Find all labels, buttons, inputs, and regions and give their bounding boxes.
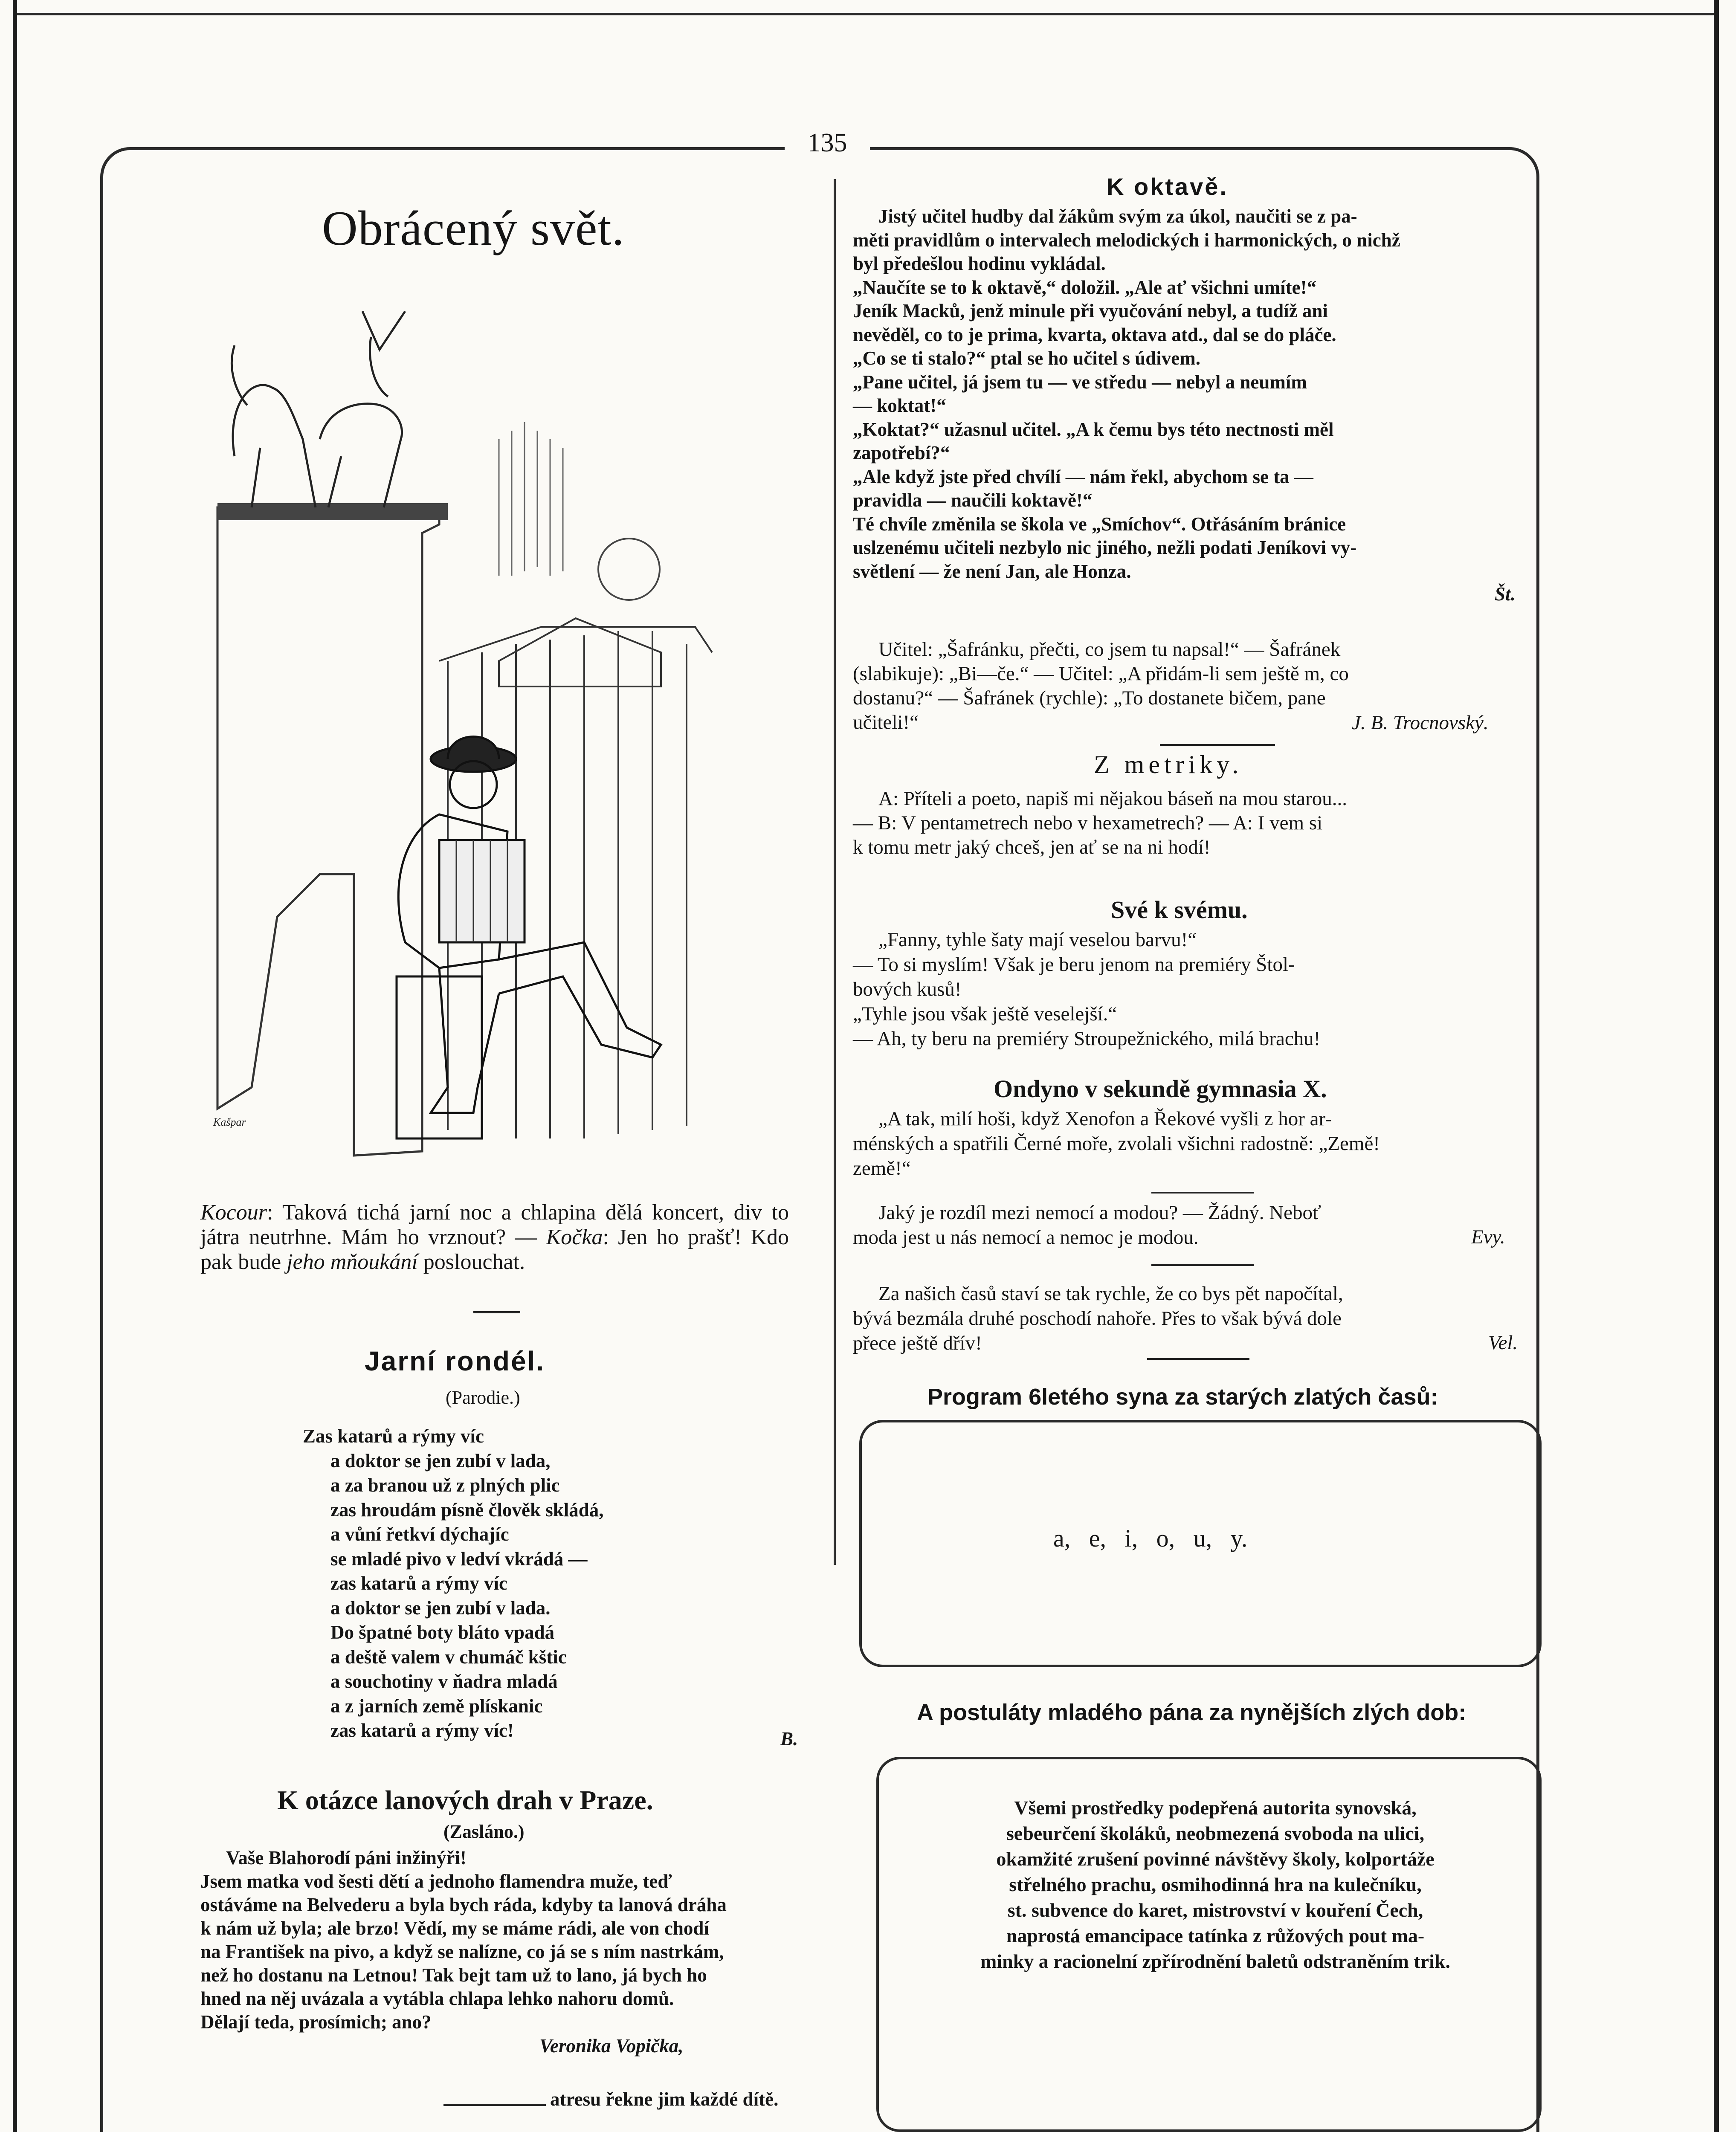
ondyno-text bbox=[853, 1107, 1518, 1181]
svemu-line: — To si myslím! Však je beru jenom na premiéry Štol- bbox=[853, 953, 1295, 976]
svemu-line: — Ah, ty beru na premiéry Stroupežnického, milá brachu! bbox=[853, 1028, 1321, 1050]
postulaty-title: A postuláty mladého pána za nynějších zlých dob: bbox=[917, 1700, 1466, 1725]
postulaty-line: naprostá emancipace tatínka z růžových pout ma- bbox=[1006, 1925, 1425, 1947]
page-edge-top bbox=[17, 13, 1714, 15]
moda-line: Jaký je rozdíl mezi nemocí a modou? — Žádný. Neboť bbox=[878, 1202, 1322, 1224]
lanovka-letter bbox=[200, 1846, 823, 2034]
rule-1 bbox=[1160, 744, 1275, 746]
oktava-line: Té chvíle změnila se škola ve „Smíchov“. Otřásáním bránice bbox=[853, 513, 1346, 535]
lanovka-line: Vaše Blahorodí páni inžinýři! bbox=[226, 1847, 467, 1868]
caption-speaker: Kocour bbox=[200, 1200, 267, 1225]
cat-right bbox=[320, 311, 405, 507]
safranek-line: dostanu?“ — Šafránek (rychle): „To dostanete bičem, pane bbox=[853, 687, 1326, 709]
lanovka-line: než ho dostanu na Letnou! Tak bejt tam už to lano, já bych ho bbox=[200, 1964, 707, 1986]
ondyno-line: „A tak, milí hoši, když Xenofon a Řekové vyšli z hor ar- bbox=[878, 1108, 1332, 1130]
oktava-line: Jeník Macků, jenž minule při vyučování nebyl, a tudíž ani bbox=[853, 300, 1328, 322]
page-edge-left bbox=[13, 0, 17, 2132]
rondel-line: a vůní řetkví dýchajíc bbox=[330, 1524, 509, 1545]
divider-rule bbox=[473, 1311, 520, 1313]
oktava-line: „Pane učitel, já jsem tu — ve středu — nebyl a neumím bbox=[853, 371, 1307, 393]
oktava-line: nevěděl, co to je prima, kvarta, oktava atd., dal se do pláče. bbox=[853, 324, 1336, 345]
program-content: a, e, i, o, u, y. bbox=[1053, 1524, 1248, 1552]
safranek-line: (slabikuje): „Bi—če.“ — Učitel: „A přidám-li sem ještě m, co bbox=[853, 663, 1349, 685]
lanovka-signature: Veronika Vopička, bbox=[539, 2035, 684, 2057]
postulaty-line: okamžité zrušení povinné návštěvy školy, kolportáže bbox=[996, 1848, 1435, 1870]
lanovka-line: Dělají teda, prosímich; ano? bbox=[200, 2011, 432, 2033]
rule-3 bbox=[1151, 1264, 1254, 1266]
oktava-line: měti pravidlům o intervalech melodických i harmonických, o nichž bbox=[853, 229, 1400, 251]
oktava-line: „Naučíte se to k oktavě,“ doložil. „Ale ať všichni umíte!“ bbox=[853, 276, 1317, 298]
oktava-line: byl předešlou hodinu vykládal. bbox=[853, 253, 1106, 274]
postulaty-line: st. subvence do karet, mistrovství v kouření Čech, bbox=[1007, 1899, 1423, 1921]
oktava-line: pravidla — naučili koktavě!“ bbox=[853, 490, 1093, 511]
svemu-title: Své k svému. bbox=[1111, 896, 1248, 924]
rychle-author: Vel. bbox=[1488, 1332, 1518, 1354]
rule-2 bbox=[1151, 1192, 1254, 1193]
lanovka-title: K otázce lanových drah v Praze. bbox=[277, 1785, 653, 1815]
postulaty-line: střelného prachu, osmihodinná hra na kulečníku, bbox=[1009, 1874, 1422, 1895]
postulaty-line: Všemi prostředky podepřená autorita synovská, bbox=[1014, 1797, 1417, 1819]
safranek-line: Učitel: „Šafránku, přečti, co jsem tu napsal!“ — Šafránek bbox=[878, 638, 1341, 660]
rychle-text bbox=[853, 1281, 1518, 1356]
moda-author: Evy. bbox=[1471, 1226, 1505, 1248]
svemu-line: bových kusů! bbox=[853, 978, 962, 1000]
illustration-signature: Kašpar bbox=[213, 1116, 246, 1128]
lanovka-subtitle: (Zasláno.) bbox=[443, 1821, 525, 1842]
oktava-line: — koktat!“ bbox=[853, 395, 946, 416]
rondel-line: zas hroudám písně člověk skládá, bbox=[330, 1499, 604, 1521]
oktava-line: „Ale když jste před chvílí — nám řekl, abychom se ta — bbox=[853, 466, 1313, 487]
postulaty-line: minky a racionelní zpřírodnění baletů odstraněním trik. bbox=[980, 1950, 1450, 1972]
column-divider bbox=[834, 179, 836, 1565]
rondel-line: a doktor se jen zubí v lada. bbox=[330, 1597, 551, 1619]
page-number: 135 bbox=[785, 128, 870, 166]
cat-left bbox=[232, 345, 316, 507]
postulaty-line: sebeurčení školáků, neobmezená svoboda na ulici, bbox=[1006, 1822, 1425, 1844]
ondyno-line: země!“ bbox=[853, 1157, 911, 1179]
rychle-line: Za našich časů staví se tak rychle, že co bys pět napočítal, bbox=[878, 1283, 1343, 1305]
rondel-line: zas katarů a rýmy víc! bbox=[330, 1720, 514, 1741]
svemu-line: „Fanny, tyhle šaty mají veselou barvu!“ bbox=[878, 929, 1197, 951]
svemu-text bbox=[853, 927, 1518, 1051]
rondel-line: zas katarů a rýmy víc bbox=[330, 1573, 507, 1594]
safranek-author: J. B. Trocnovský. bbox=[1352, 712, 1489, 734]
moon bbox=[598, 539, 660, 600]
oktava-line: světlení — že není Jan, ale Honza. bbox=[853, 560, 1131, 582]
lanovka-rule bbox=[443, 2104, 546, 2106]
oktava-line: „Co se ti stalo?“ ptal se ho učitel s údivem. bbox=[853, 348, 1200, 369]
metriky-line: — B: V pentametrech nebo v hexametrech? — A: I vem si bbox=[853, 812, 1323, 834]
rondel-line: a za branou už z plných plic bbox=[330, 1474, 560, 1496]
metriky-line: k tomu metr jaký chceš, jen ať se na ni hodí! bbox=[853, 836, 1211, 858]
rondel-line: a z jarních země plískanic bbox=[330, 1695, 543, 1717]
ondyno-line: ménských a spatřili Černé moře, zvolali všichni radostně: „Země! bbox=[853, 1133, 1380, 1155]
moda-line: moda jest u nás nemocí a nemoc je modou. bbox=[853, 1226, 1199, 1248]
street-musician-illustration bbox=[200, 277, 738, 1181]
page-edge-right bbox=[1714, 0, 1719, 2132]
metriky-title: Z metriky. bbox=[1094, 750, 1243, 779]
svemu-line: „Tyhle jsou však ještě veselejší.“ bbox=[853, 1003, 1117, 1025]
metriky-text bbox=[853, 787, 1518, 860]
oktava-line: uslzenému učiteli nezbylo nic jiného, nežli podati Jeníkovi vy- bbox=[853, 537, 1357, 558]
lanovka-line: Jsem matka vod šesti dětí a jednoho flamendra muže, teď bbox=[200, 1871, 672, 1892]
lanovka-line: ostáváme na Belvederu a byla bych ráda, kdyby ta lanová dráha bbox=[200, 1894, 727, 1915]
postulaty-text bbox=[900, 1795, 1531, 1974]
lanovka-line: hned na něj uvázala a vytábla chlapa lehko nahoru domů. bbox=[200, 1988, 674, 2009]
rychle-line: přece ještě dřív! bbox=[853, 1332, 982, 1354]
main-title: Obrácený svět. bbox=[322, 201, 625, 256]
rondel-subtitle: (Parodie.) bbox=[446, 1387, 520, 1408]
rondel-line: Zas katarů a rýmy víc bbox=[303, 1425, 484, 1447]
rondel-line: se mladé pivo v ledví vkrádá — bbox=[330, 1548, 588, 1570]
oktava-line: Jistý učitel hudby dal žákům svým za úkol, naučiti se z pa- bbox=[878, 206, 1357, 227]
rondel-author: B. bbox=[780, 1728, 798, 1750]
oktava-line: zapotřebí?“ bbox=[853, 442, 950, 463]
lanovka-line: na František na pivo, a když se nalízne, co já se s ním nastrkám, bbox=[200, 1941, 724, 1962]
program-title: Program 6letého syna za starých zlatých časů: bbox=[927, 1384, 1438, 1410]
rondel-title: Jarní rondél. bbox=[365, 1346, 545, 1376]
moda-text bbox=[853, 1200, 1518, 1250]
rondel-poem bbox=[303, 1424, 604, 1743]
musician bbox=[397, 737, 661, 1139]
safranek-line: učiteli!“ bbox=[853, 711, 919, 733]
ondyno-title: Ondyno v sekundě gymnasia X. bbox=[994, 1075, 1327, 1103]
oktava-text bbox=[853, 205, 1518, 583]
lanovka-signature-note: atresu řekne jim každé dítě. bbox=[550, 2089, 779, 2110]
illustration-caption: Kocour: Taková tichá jarní noc a chlapina dělá koncert, div to játra neutrhne. Mám ho vrznout? — Kočka: Jen ho prašť! Kdo pak bude jeho mňoukání poslouchat. bbox=[200, 1200, 789, 1274]
oktava-line: „Koktat?“ užasnul učitel. „A k čemu bys této nectnosti měl bbox=[853, 418, 1334, 440]
lanovka-line: k nám už byla; ale brzo! Vědí, my se máme rádi, ale von chodí bbox=[200, 1918, 709, 1939]
oktava-author: Št. bbox=[1495, 583, 1516, 605]
oktava-title: K oktavě. bbox=[1107, 173, 1228, 200]
rondel-line: a souchotiny v ňadra mladá bbox=[330, 1671, 558, 1692]
rondel-line: a doktor se jen zubí v lada, bbox=[330, 1450, 551, 1472]
rule-4 bbox=[1147, 1358, 1249, 1360]
rondel-line: Do špatné boty bláto vpadá bbox=[330, 1622, 555, 1643]
rychle-line: bývá bezmála druhé poschodí nahoře. Přes to však bývá dole bbox=[853, 1307, 1342, 1330]
metriky-line: A: Příteli a poeto, napiš mi nějakou báseň na mou starou... bbox=[878, 788, 1348, 810]
rondel-line: a deště valem v chumáč kštic bbox=[330, 1646, 567, 1668]
